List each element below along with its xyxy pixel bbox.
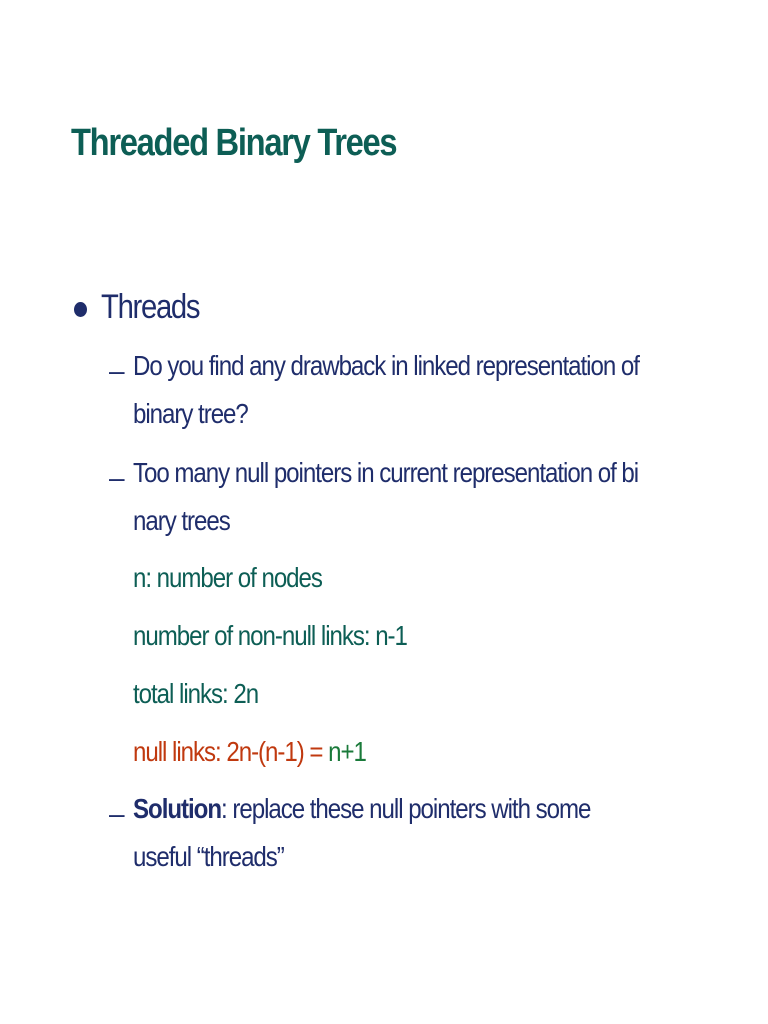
sub-item-2-line-1: Too many null pointers in current representation of bi [133, 457, 639, 488]
bullet-threads [74, 288, 215, 327]
fact-null-links [133, 736, 366, 768]
dash-marker: – [109, 462, 125, 493]
dash-marker: – [109, 798, 125, 829]
sub-item-1-line-1: Do you find any drawback in linked representation of [133, 350, 639, 381]
bullet-threads-label: Threads [101, 288, 200, 326]
null-links-result: n+1 [322, 736, 366, 767]
solution-line-1 [133, 793, 590, 825]
fact-nodes: n: number of nodes [133, 562, 322, 593]
fact-non-null-links: number of non-null links: n-1 [133, 620, 407, 651]
null-links-formula: null links: 2n-(n-1) = [133, 736, 323, 767]
fact-total-links: total links: 2n [133, 678, 259, 709]
solution-text: : replace these null pointers with some [221, 793, 591, 824]
slide-title: Threaded Binary Trees [71, 122, 397, 164]
solution-label: Solution [133, 793, 222, 824]
sub-item-2-line-2: nary trees [133, 505, 230, 536]
solution-line-2: useful “threads” [133, 841, 284, 872]
bullet-dot-icon [74, 302, 87, 317]
dash-marker: – [109, 355, 125, 386]
sub-item-1-line-2: binary tree? [133, 398, 248, 429]
